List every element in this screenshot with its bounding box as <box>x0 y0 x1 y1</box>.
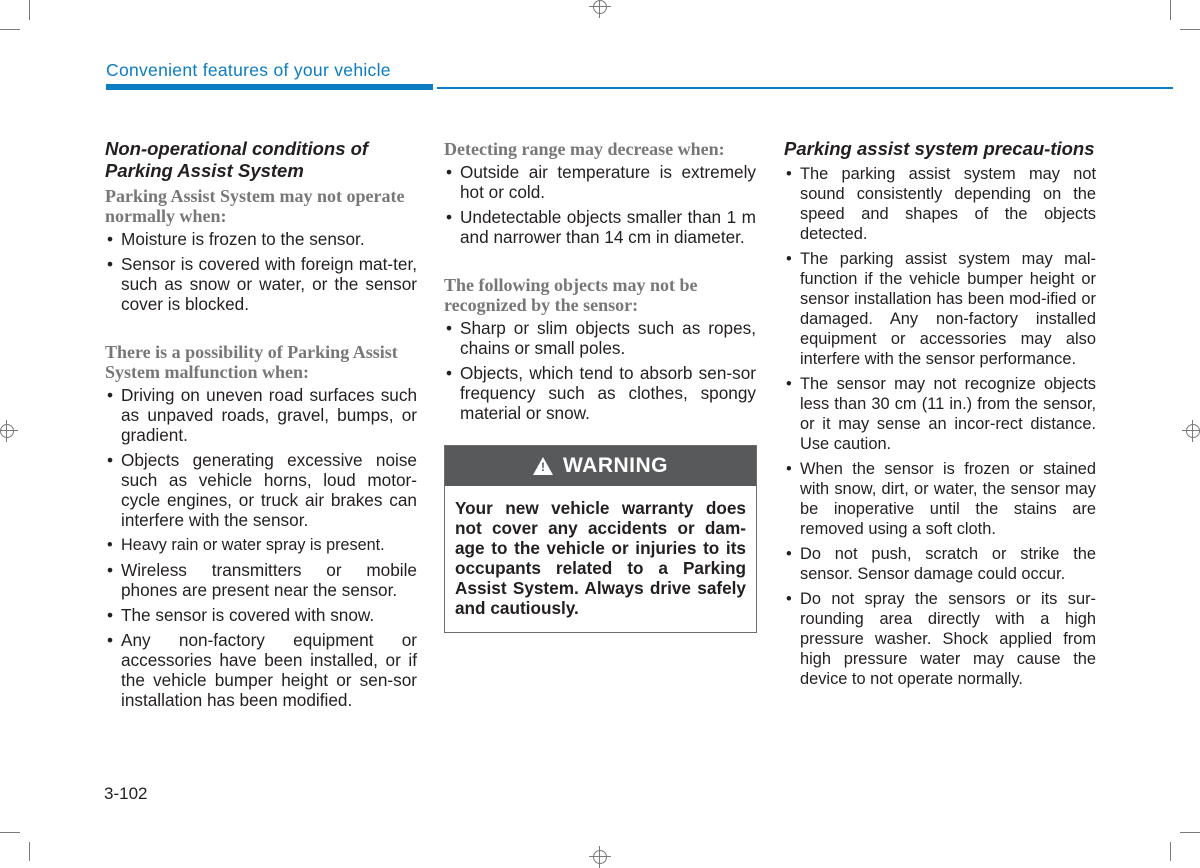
registration-mark-icon <box>1182 420 1200 442</box>
list-item: • Sharp or slim objects such as ropes, chains or small poles. <box>444 318 756 358</box>
list-item: • The parking assist system may mal-function if the vehicle bumper height or sensor installation has been mod-ified or damaged. Any non-factory installed equipment or accessories may also interfere with the sensor performance. <box>784 249 1096 369</box>
subheading-unrecognized-objects: The following objects may not be recognized by the sensor: <box>444 275 698 315</box>
list-malfunction <box>105 385 417 710</box>
header-rule-thick <box>106 84 433 90</box>
list-item: • The sensor is covered with snow. <box>105 605 417 625</box>
list-item: • Any non-factory equipment or accessories have been installed, or if the vehicle bumper height or sen-sor installation has been modified. <box>105 630 417 710</box>
crop-mark <box>1180 832 1200 833</box>
warning-text: Your new vehicle warranty does not cover any accidents or dam-age to the vehicle or injuries to its occupants related to a Parking Assist System. Always drive safely and cautiously. <box>455 498 746 618</box>
crop-mark <box>29 842 30 861</box>
warning-header <box>445 446 756 486</box>
list-may-not-operate <box>105 229 417 314</box>
registration-mark-icon <box>0 420 18 442</box>
crop-mark <box>0 29 20 30</box>
list-item: • Driving on uneven road surfaces such as unpaved roads, gravel, bumps, or gradient. <box>105 385 417 445</box>
crop-mark <box>1180 29 1200 30</box>
column-right <box>784 138 1096 694</box>
subheading-detecting-range: Detecting range may decrease when: <box>444 139 725 159</box>
list-unrecognized-objects <box>444 318 756 423</box>
warning-title: WARNING <box>563 454 668 477</box>
crop-mark <box>29 0 30 20</box>
list-item: • Moisture is frozen to the sensor. <box>105 229 417 249</box>
page-number: 3-102 <box>104 784 148 803</box>
header-rule-thin <box>437 87 1173 89</box>
subheading-may-not-operate: Parking Assist System may not operate normally when: <box>105 186 405 226</box>
list-item: • Do not push, scratch or strike the sensor. Sensor damage could occur. <box>784 544 1096 584</box>
heading-non-operational-conditions: Non-operational conditions of Parking Assist System <box>105 138 369 181</box>
column-left <box>105 138 417 715</box>
list-detecting-range <box>444 162 756 247</box>
list-precautions <box>784 164 1096 689</box>
list-item: • The sensor may not recognize objects less than 30 cm (11 in.) from the sensor, or it may sense an incor-rect distance. Use caution. <box>784 374 1096 454</box>
crop-mark <box>0 832 20 833</box>
section-header: Convenient features of your vehicle <box>106 60 391 80</box>
list-item: • Sensor is covered with foreign mat-ter, such as snow or water, or the sensor cover is blocked. <box>105 254 417 314</box>
subheading-malfunction: There is a possibility of Parking Assist System malfunction when: <box>105 342 398 382</box>
heading-precautions: Parking assist system precau-tions <box>784 138 1095 159</box>
list-item: • Objects, which tend to absorb sen-sor frequency such as clothes, spongy material or snow. <box>444 363 756 423</box>
list-item: • The parking assist system may not sound consistently depending on the speed and shapes of the objects detected. <box>784 164 1096 244</box>
column-middle <box>444 138 756 633</box>
list-item: • Do not spray the sensors or its sur-rounding area directly with a high pressure washer. Shock applied from high pressure water may cause the device to not operate normally. <box>784 589 1096 689</box>
list-item: • Wireless transmitters or mobile phones are present near the sensor. <box>105 560 417 600</box>
crop-mark <box>1170 0 1171 20</box>
list-item: • When the sensor is frozen or stained with snow, dirt, or water, the sensor may be inoperative until the stains are removed using a soft cloth. <box>784 459 1096 539</box>
warning-triangle-icon: ! <box>533 457 553 475</box>
list-item: • Outside air temperature is extremely hot or cold. <box>444 162 756 202</box>
list-item: • Objects generating excessive noise such as vehicle horns, loud motor-cycle engines, or truck air brakes can interfere with the sensor. <box>105 450 417 530</box>
registration-mark-icon <box>589 0 611 18</box>
crop-mark <box>1170 842 1171 861</box>
list-item: • Undetectable objects smaller than 1 m and narrower than 14 cm in diameter. <box>444 207 756 247</box>
registration-mark-icon <box>589 846 611 868</box>
list-item: • Heavy rain or water spray is present. <box>105 535 417 555</box>
warning-box <box>444 445 757 633</box>
